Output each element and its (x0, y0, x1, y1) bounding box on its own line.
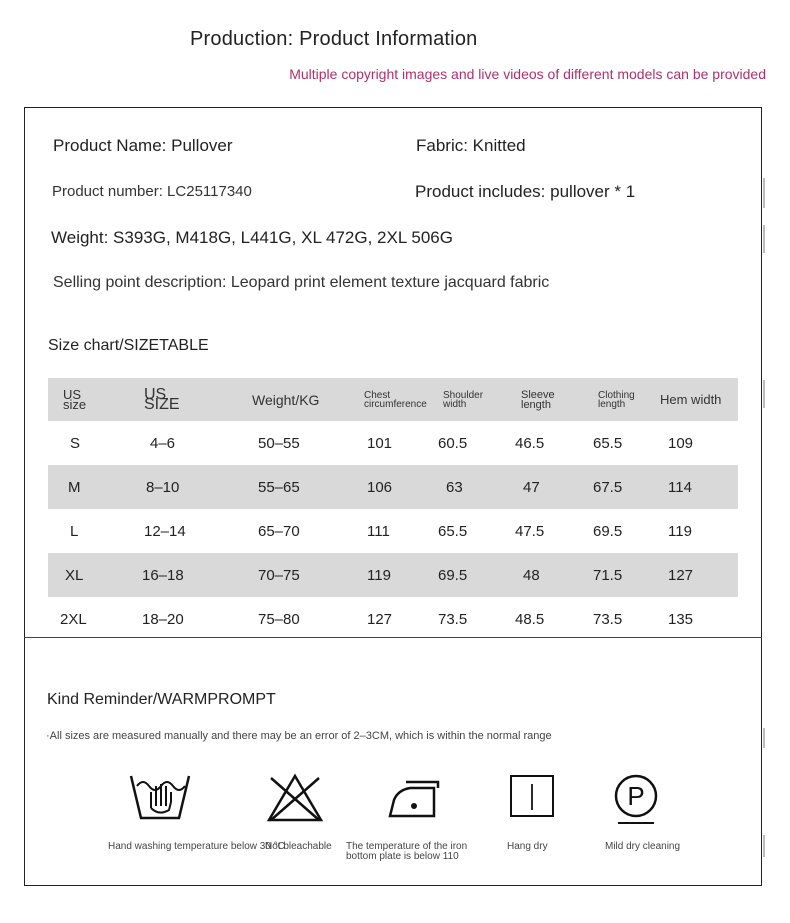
table-cell: 109 (668, 434, 694, 452)
table-cell: XL (65, 566, 84, 584)
table-cell: 65.5 (593, 434, 623, 452)
table-cell: 119 (668, 522, 692, 540)
table-cell: 101 (367, 434, 393, 452)
product-includes: Product includes: pullover * 1 (415, 182, 636, 201)
table-cell: 48 (523, 566, 540, 584)
table-cell: 73.5 (438, 610, 468, 628)
reminder-title: Kind Reminder/WARMPROMPT (47, 691, 276, 708)
table-row (48, 421, 738, 465)
page-title: Production: Product Information (190, 28, 478, 50)
table-cell: 135 (668, 610, 694, 628)
table-cell: M (68, 478, 81, 496)
table-cell: 65–70 (258, 522, 300, 540)
care-label-no-bleach: Not bleachable (265, 841, 332, 852)
table-cell: 4–6 (150, 434, 176, 452)
size-table (48, 378, 738, 641)
page-subtitle: Multiple copyright images and live videos of different models can be provided (289, 66, 766, 82)
table-cell: L (70, 522, 79, 540)
product-number: Product number: LC25117340 (52, 183, 252, 200)
table-cell: 114 (668, 478, 692, 496)
header-cell: Chest circumference (364, 389, 427, 410)
table-cell: 18–20 (142, 610, 184, 628)
table-cell: 47.5 (515, 522, 545, 540)
table-row (48, 465, 738, 509)
care-label-dry-clean: Mild dry cleaning (605, 841, 681, 852)
table-row (48, 509, 738, 553)
weight-info: Weight: S393G, M418G, L441G, XL 472G, 2XL 506G (51, 228, 453, 247)
table-cell: 70–75 (258, 566, 300, 584)
edge-mark (763, 178, 765, 208)
table-cell: 60.5 (438, 434, 468, 452)
table-cell: 75–80 (258, 610, 300, 628)
table-cell: 111 (367, 522, 390, 540)
svg-text:P: P (627, 781, 645, 811)
header-cell: Clothing length (598, 389, 635, 410)
table-cell: 2XL (60, 610, 87, 628)
size-chart-title: Size chart/SIZETABLE (48, 337, 209, 354)
table-row (48, 553, 738, 597)
table-cell: 55–65 (258, 478, 300, 496)
table-cell: 71.5 (593, 566, 623, 584)
care-label-hang-dry: Hang dry (507, 841, 548, 852)
header-cell: Sleeve length (521, 388, 555, 411)
table-cell: 127 (668, 566, 694, 584)
care-label-iron: The temperature of the iron bottom plate is below 110 (346, 841, 468, 862)
table-cell: 50–55 (258, 434, 300, 452)
table-cell: 63 (446, 478, 463, 496)
table-cell: S (70, 434, 81, 452)
fabric: Fabric: Knitted (416, 136, 526, 155)
table-row (48, 597, 738, 641)
table-cell: 65.5 (438, 522, 468, 540)
header-cell: Hem width (660, 391, 722, 407)
edge-mark (763, 380, 765, 408)
table-cell: 69.5 (593, 522, 623, 540)
header-cell: US size (63, 386, 87, 412)
selling-point: Selling point description: Leopard print element texture jacquard fabric (53, 274, 550, 291)
iron-icon (386, 772, 440, 822)
table-cell: 48.5 (515, 610, 545, 628)
edge-mark (763, 835, 765, 857)
header-cell: Weight/KG (252, 391, 320, 408)
table-cell: 16–18 (142, 566, 184, 584)
edge-mark (763, 225, 765, 253)
dry-clean-icon (612, 772, 660, 826)
no-bleach-icon (264, 772, 326, 824)
header-cell: Shoulder width (443, 389, 484, 410)
table-cell: 106 (367, 478, 393, 496)
hang-dry-icon (508, 772, 556, 820)
care-label-hand-wash: Hand washing temperature below 30 °C (108, 841, 285, 852)
table-cell: 119 (367, 566, 391, 584)
edge-mark (763, 728, 765, 748)
table-cell: 46.5 (515, 434, 545, 452)
table-cell: 69.5 (438, 566, 468, 584)
table-cell: 67.5 (593, 478, 623, 496)
table-cell: 47 (523, 478, 540, 496)
table-cell: 127 (367, 610, 393, 628)
product-name: Product Name: Pullover (53, 136, 233, 155)
table-cell: 73.5 (593, 610, 623, 628)
reminder-note: ·All sizes are measured manually and there may be an error of 2–3CM, which is within the normal range (46, 730, 552, 742)
table-cell: 12–14 (144, 522, 186, 540)
header-cell: US SIZE (144, 385, 180, 413)
table-cell: 8–10 (146, 478, 180, 496)
hand-wash-icon (128, 772, 192, 824)
table-header-row (48, 378, 738, 421)
